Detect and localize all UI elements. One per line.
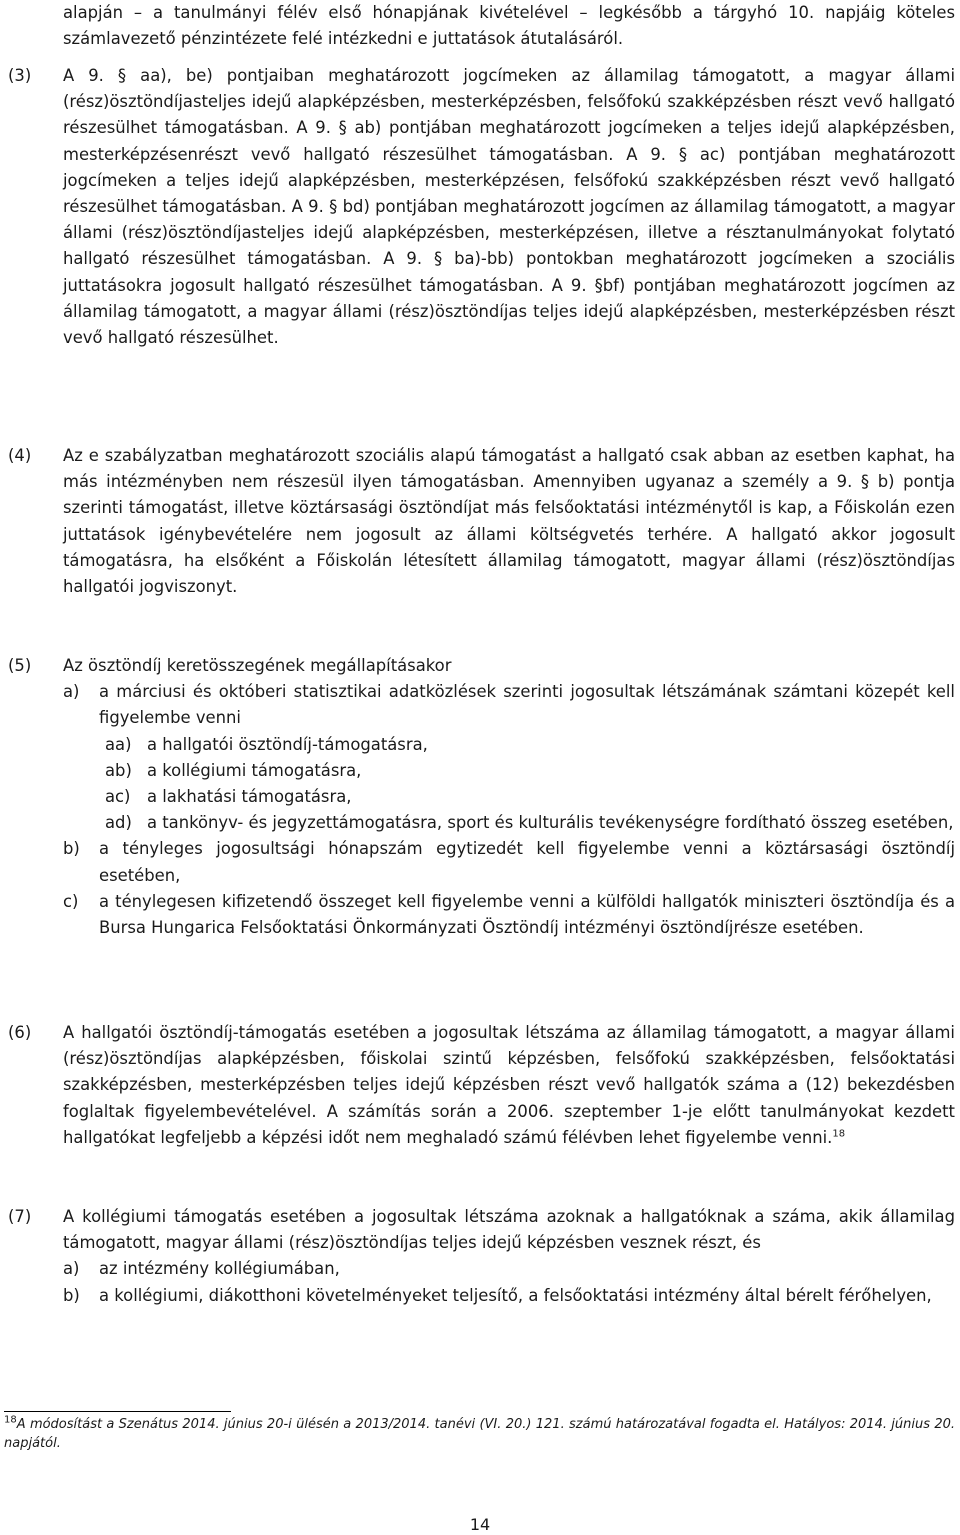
list-label: b) [63,839,80,859]
paragraph-text: A 9. § aa), be) pontjaiban meghatározott jogcímeken az államilag támogatott, a magyar állami (rész)ösztöndíjasteljes idejű alapképzésben, mesterképzésben, felsőfokú szakképzésben részt vevő hallgató részesülhet támogatásban. A 9. § ab) pontjában meghatározott jogcímeken a teljes idejű alapképzésben, mesterképzésenrészt vevő hallgató részesülhet támogatásban. A 9. § ac) pontjában meghatározott jogcímeken a teljes idejű alapképzésben, mesterképzésen, felsőfokú szakképzésben részt vevő hallgató részesülhet támogatásban. A 9. § bd) pontjában meghatározott jogcímen az államilag támogatott, a magyar állami (rész)ösztöndíjasteljes idejű alapképzésben, mesterképzésen, illetve a résztanulmányokat folytató hallgató részesülhet támogatásban. A 9. § ba)-bb) pontokban meghatározott jogcímeken a szociális juttatásokra jogosult hallgató részesülhet támogatásban. A 9. §bf) pontjában meghatározott jogcímen az államilag támogatott, a magyar állami (rész)ösztöndíjas teljes idejű alapképzésben, mesterképzésben részt vevő hallgató részesülhet. [63,66,955,348]
list-label: c) [63,891,79,911]
list-item [63,1256,955,1282]
list-text: a lakhatási támogatásra, [147,787,352,807]
list-label: ab) [105,760,132,780]
list-item [63,889,955,941]
list-item [63,836,955,888]
list-item [63,810,955,836]
paragraph-text: Az e szabályzatban meghatározott szociális alapú támogatást a hallgató csak abban az esetben kaphat, ha más intézményben nem részesül ilyen támogatásban. Amennyiben ugyanaz a személy a 9. § b) pontja szerinti támogatást, illetve köztársasági ösztöndíjat más felsőoktatási intézménytől is kap, a Főiskolán ezen juttatások igénybevételére nem jogosult az állami költségvetés terhére. A hallgató akkor jogosult támogatásra, ha elsőként a Főiskolán létesített államilag támogatott, magyar állami (rész)ösztöndíjas hallgatói jogviszonyt. [63,446,955,597]
paragraph-text [63,1020,955,1151]
list-text: az intézmény kollégiumában, [99,1259,340,1279]
list-label: a) [63,682,80,702]
footnote-text: A módosítást a Szenátus 2014. június 20-i ülésén a 2013/2014. tanévi (VI. 20.) 121. számú határozatával fogadta el. Hatályos: 2014. június 20. napjától. [4,1417,955,1451]
list-label: a) [63,1259,80,1279]
paragraph-number: (5) [8,656,32,675]
intro-paragraph [63,0,955,52]
list-item [63,679,955,731]
list-label: ad) [105,813,132,833]
list-text: a tankönyv- és jegyzettámogatásra, sport és kulturális tevékenységre fordítható összeg esetében, [147,813,954,833]
paragraph-4 [8,443,955,600]
list-item [63,732,955,758]
list-text: a tényleges jogosultsági hónapszám egytizedét kell figyelembe venni a köztársasági ösztöndíj esetében, [99,839,955,885]
list-item [63,784,955,810]
paragraph-7 [8,1204,955,1309]
paragraph-lead: A kollégiumi támogatás esetében a jogosultak létszáma azoknak a hallgatóknak a száma, akik államilag támogatott, magyar állami (rész)ösztöndíjas teljes idejű képzésben vesznek részt, és [63,1207,955,1253]
list-item [63,1283,955,1309]
paragraph-3 [8,63,955,351]
page-number: 14 [469,1515,491,1534]
paragraph-number: (4) [8,446,32,465]
list-label: b) [63,1285,80,1305]
paragraph-number: (6) [8,1023,32,1042]
list-text: a hallgatói ösztöndíj-támogatásra, [147,734,428,754]
paragraph-number: (7) [8,1207,32,1226]
list-text: a ténylegesen kifizetendő összeget kell figyelembe venni a külföldi hallgatók miniszteri ösztöndíja és a Bursa Hungarica Felsőoktatási Önkormányzati Ösztöndíj intézményi ösztöndíjrésze esetében. [99,891,955,938]
list-item [63,758,955,784]
list-text: a kollégiumi támogatásra, [147,760,362,780]
paragraph-number: (3) [8,66,32,85]
footnote [4,1415,955,1453]
paragraph-body: A hallgatói ösztöndíj-támogatás esetében a jogosultak létszáma az államilag támogatott, a magyar állami (rész)ösztöndíjas alapképzésben, főiskolai szintű képzésben, felsőfokú szakképzésben, felsőoktatási szakképzésben, mesterképzésben teljes idejű képzésben részt vevő hallgatók száma a (12) bekezdésben foglaltak figyelembevételével. A számítás során a 2006. szeptember 1-je előtt tanulmányokat kezdett hallgatókat legfeljebb a képzési időt nem meghaladó számú félévben lehet figyelembe venni. [63,1023,955,1147]
paragraph-5 [8,653,955,941]
footnote-marker: 18 [4,1414,17,1426]
intro-text: alapján – a tanulmányi félév első hónapjának kivételével – legkésőbb a tárgyhó 10. napjáig köteles számlavezető pénzintézete felé intézkedni e juttatások átutalásáról. [63,3,955,49]
footnote-reference[interactable]: 18 [832,1128,846,1140]
paragraph-lead: Az ösztöndíj keretösszegének megállapításakor [63,656,452,675]
list-label: ac) [105,787,131,807]
list-text: a márciusi és októberi statisztikai adatközlések szerinti jogosultak létszámának számtani közepét kell figyelembe venni [99,682,955,728]
list-label: aa) [105,734,132,754]
paragraph-6 [8,1020,955,1151]
list-text: a kollégiumi, diákotthoni követelményeket teljesítő, a felsőoktatási intézmény által bérelt férőhelyen, [99,1285,932,1305]
footnote-divider [4,1411,231,1412]
